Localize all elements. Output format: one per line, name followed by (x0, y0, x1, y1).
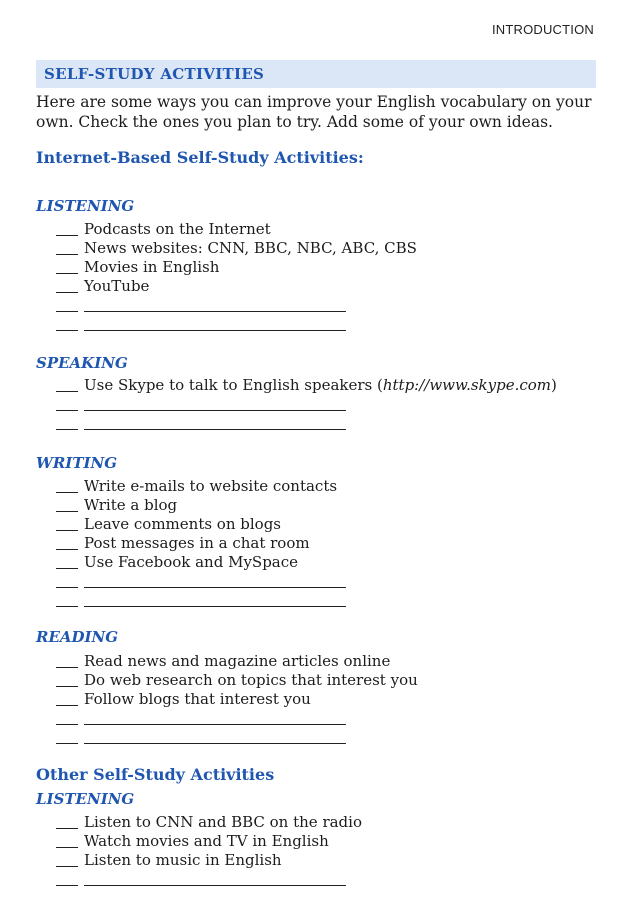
other-heading: Other Self-Study Activities (36, 765, 275, 784)
other-listening-list (56, 813, 362, 889)
skype-url: http://www.skype.com (382, 376, 552, 394)
checklist-item[interactable]: Write a blog (56, 496, 337, 515)
check-blank[interactable] (56, 549, 78, 550)
internet-writing-label: WRITING (36, 454, 118, 472)
intro-paragraph: Here are some ways you can improve your English vocabulary on your own. Check the ones you plan to try. Add some of your own ideas. (36, 93, 592, 131)
check-blank[interactable] (56, 866, 78, 867)
check-blank[interactable] (56, 391, 78, 392)
running-header: INTRODUCTION (491, 22, 594, 37)
write-in-line[interactable] (84, 724, 346, 725)
checklist-item[interactable]: Write e-mails to website contacts (56, 477, 337, 496)
checklist-item[interactable]: Read news and magazine articles online (56, 652, 418, 671)
checklist-item[interactable]: Leave comments on blogs (56, 515, 337, 534)
blank-entry[interactable] (56, 572, 337, 591)
check-blank[interactable] (56, 885, 78, 886)
checklist-item[interactable]: YouTube (56, 277, 417, 296)
check-blank[interactable] (56, 743, 78, 744)
checklist-item[interactable]: Use Skype to talk to English speakers (http://www.skype.com) (56, 376, 557, 395)
check-blank[interactable] (56, 686, 78, 687)
internet-reading-list (56, 652, 418, 747)
check-blank[interactable] (56, 410, 78, 411)
internet-heading: Internet-Based Self-Study Activities: (36, 148, 364, 167)
checklist-item[interactable]: Do web research on topics that interest you (56, 671, 418, 690)
write-in-line[interactable] (84, 311, 346, 312)
section-banner (36, 60, 596, 88)
checklist-item[interactable]: Use Facebook and MySpace (56, 553, 337, 572)
internet-reading-label: READING (36, 628, 119, 646)
internet-writing-list (56, 477, 337, 610)
checklist-item[interactable]: Podcasts on the Internet (56, 220, 417, 239)
blank-entry[interactable] (56, 395, 557, 414)
check-blank[interactable] (56, 667, 78, 668)
check-blank[interactable] (56, 606, 78, 607)
check-blank[interactable] (56, 587, 78, 588)
internet-listening-list (56, 220, 417, 334)
blank-entry[interactable] (56, 591, 337, 610)
blank-entry[interactable] (56, 414, 557, 433)
internet-listening-label: LISTENING (36, 197, 135, 215)
checklist-item[interactable]: Listen to CNN and BBC on the radio (56, 813, 362, 832)
blank-entry[interactable] (56, 728, 418, 747)
blank-entry[interactable] (56, 315, 417, 334)
check-blank[interactable] (56, 235, 78, 236)
check-blank[interactable] (56, 330, 78, 331)
check-blank[interactable] (56, 492, 78, 493)
check-blank[interactable] (56, 429, 78, 430)
blank-entry[interactable] (56, 296, 417, 315)
check-blank[interactable] (56, 254, 78, 255)
checklist-item[interactable]: Movies in English (56, 258, 417, 277)
check-blank[interactable] (56, 311, 78, 312)
checklist-item[interactable]: Post messages in a chat room (56, 534, 337, 553)
check-blank[interactable] (56, 568, 78, 569)
write-in-line[interactable] (84, 743, 346, 744)
blank-entry[interactable] (56, 709, 418, 728)
write-in-line[interactable] (84, 429, 346, 430)
blank-entry[interactable] (56, 870, 362, 889)
check-blank[interactable] (56, 530, 78, 531)
check-blank[interactable] (56, 847, 78, 848)
checklist-item[interactable]: Listen to music in English (56, 851, 362, 870)
other-listening-label: LISTENING (36, 790, 135, 808)
checklist-item[interactable]: Follow blogs that interest you (56, 690, 418, 709)
checklist-item[interactable]: Watch movies and TV in English (56, 832, 362, 851)
write-in-line[interactable] (84, 330, 346, 331)
write-in-line[interactable] (84, 587, 346, 588)
check-blank[interactable] (56, 828, 78, 829)
section-title: SELF-STUDY ACTIVITIES (44, 65, 265, 83)
write-in-line[interactable] (84, 885, 346, 886)
checklist-item[interactable]: News websites: CNN, BBC, NBC, ABC, CBS (56, 239, 417, 258)
check-blank[interactable] (56, 724, 78, 725)
write-in-line[interactable] (84, 410, 346, 411)
check-blank[interactable] (56, 705, 78, 706)
check-blank[interactable] (56, 273, 78, 274)
internet-speaking-list (56, 376, 557, 433)
internet-speaking-label: SPEAKING (36, 354, 128, 372)
check-blank[interactable] (56, 292, 78, 293)
write-in-line[interactable] (84, 606, 346, 607)
check-blank[interactable] (56, 511, 78, 512)
